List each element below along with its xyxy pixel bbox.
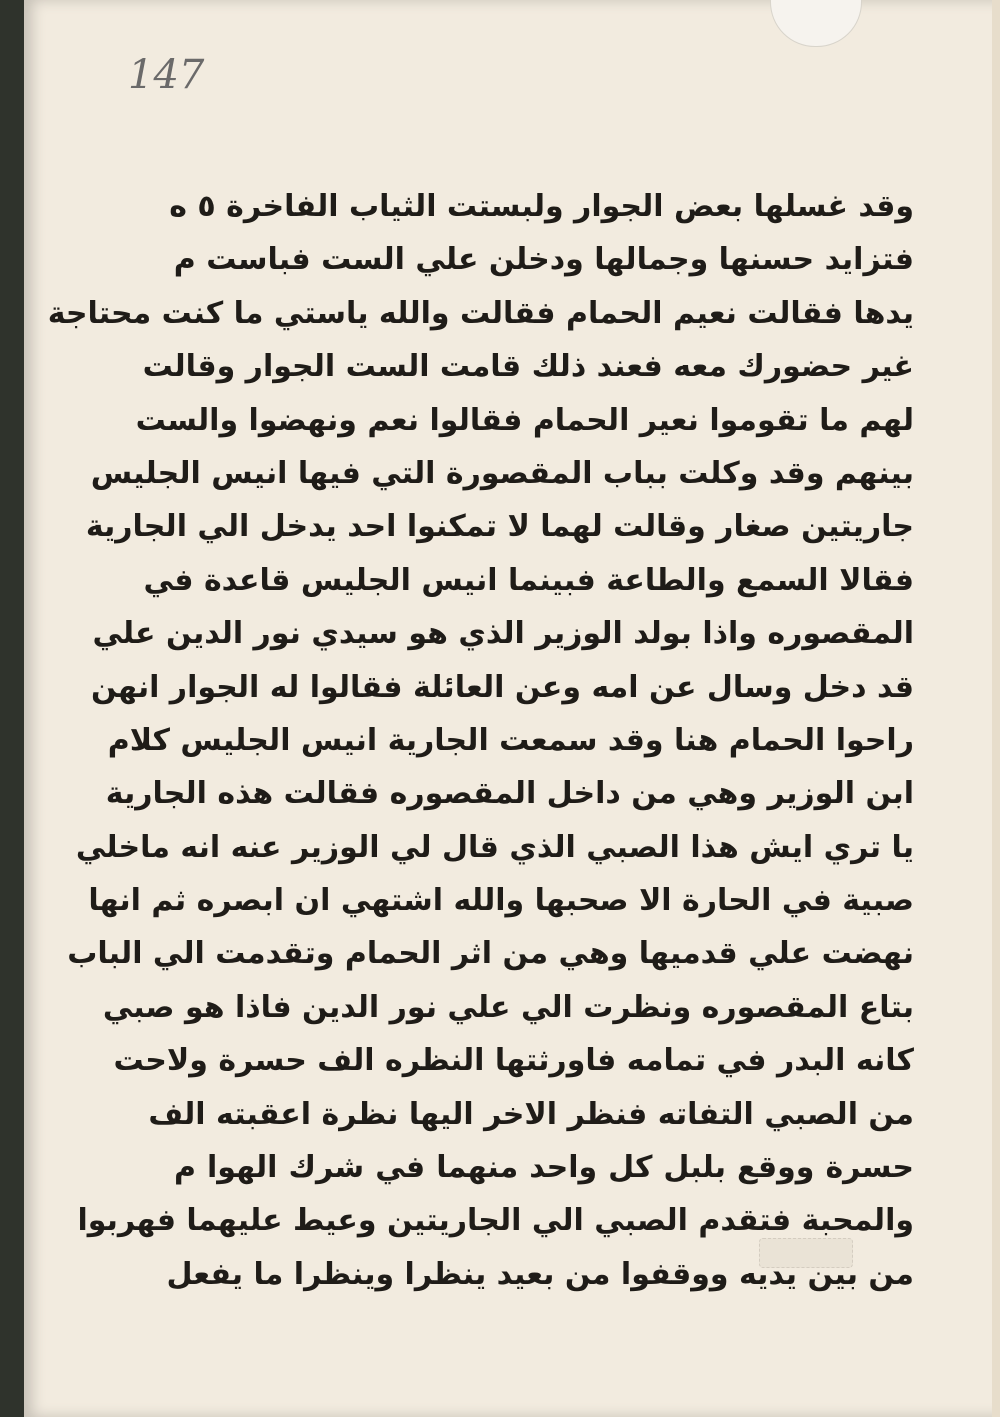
folio-number: 147: [128, 52, 205, 98]
text-line-8: فقالا السمع والطاعة فبينما انيس الجليس قاعدة في: [143, 562, 914, 598]
faded-stamp: [759, 1238, 853, 1268]
text-line-20: والمحبة فتقدم الصبي الي الجاريتين وعيط عليهما فهربوا: [77, 1203, 914, 1239]
text-line-1: وقد غسلها بعض الجوار ولبستت الثياب الفاخرة ٥ ه: [169, 189, 914, 224]
text-line-16: بتاع المقصوره ونظرت الي علي نور الدين فاذا هو صبي: [102, 989, 914, 1025]
text-line-15: نهضت علي قدميها وهي من اثر الحمام وتقدمت الي الباب: [67, 936, 914, 972]
text-line-17: كانه البدر في تمامه فاورثتها النظره الف حسرة ولاحت: [113, 1043, 914, 1079]
text-line-3: يدها فقالت نعيم الحمام فقالت والله ياستي ما كنت محتاجة: [47, 295, 914, 331]
text-line-11: راحوا الحمام هنا وقد سمعت الجارية انيس الجليس كلام: [107, 722, 914, 758]
text-line-7: جاريتين صغار وقالت لهما لا تمكنوا احد يدخل الي الجارية: [85, 509, 914, 545]
manuscript-page: [24, 0, 1000, 1417]
text-line-10: قد دخل وسال عن امه وعن العائلة فقالوا له الجوار انهن: [91, 669, 914, 705]
text-line-5: لهم ما تقوموا نعير الحمام فقالوا نعم ونهضوا والست: [135, 402, 914, 438]
text-line-12: ابن الوزير وهي من داخل المقصوره فقالت هذه الجارية: [105, 776, 914, 812]
arabic-text-block: [47, 180, 914, 1301]
text-line-14: صبية في الحارة الا صحبها والله اشتهي ان ابصره ثم انها: [88, 883, 914, 919]
text-line-21: من بين يديه ووقفوا من بعيد ينظرا وينظرا ما يفعل: [166, 1256, 914, 1292]
page-edge: [992, 0, 1000, 1417]
text-line-4: غير حضورك معه فعند ذلك قامت الست الجوار وقالت: [142, 349, 914, 385]
text-line-13: يا تري ايش هذا الصبي الذي قال لي الوزير عنه انه ماخلي: [75, 829, 914, 865]
text-line-9: المقصوره واذا بولد الوزير الذي هو سيدي نور الدين علي: [92, 616, 914, 652]
text-line-19: حسرة ووقع بلبل كل واحد منهما في شرك الهوا م: [174, 1150, 914, 1186]
text-line-6: بينهم وقد وكلت بباب المقصورة التي فيها انيس الجليس: [90, 455, 914, 491]
text-line-18: من الصبي التفاته فنظر الاخر اليها نظرة اعقبته الف: [148, 1096, 914, 1132]
text-line-2: فتزايد حسنها وجمالها ودخلن علي الست فباست م: [173, 242, 914, 278]
